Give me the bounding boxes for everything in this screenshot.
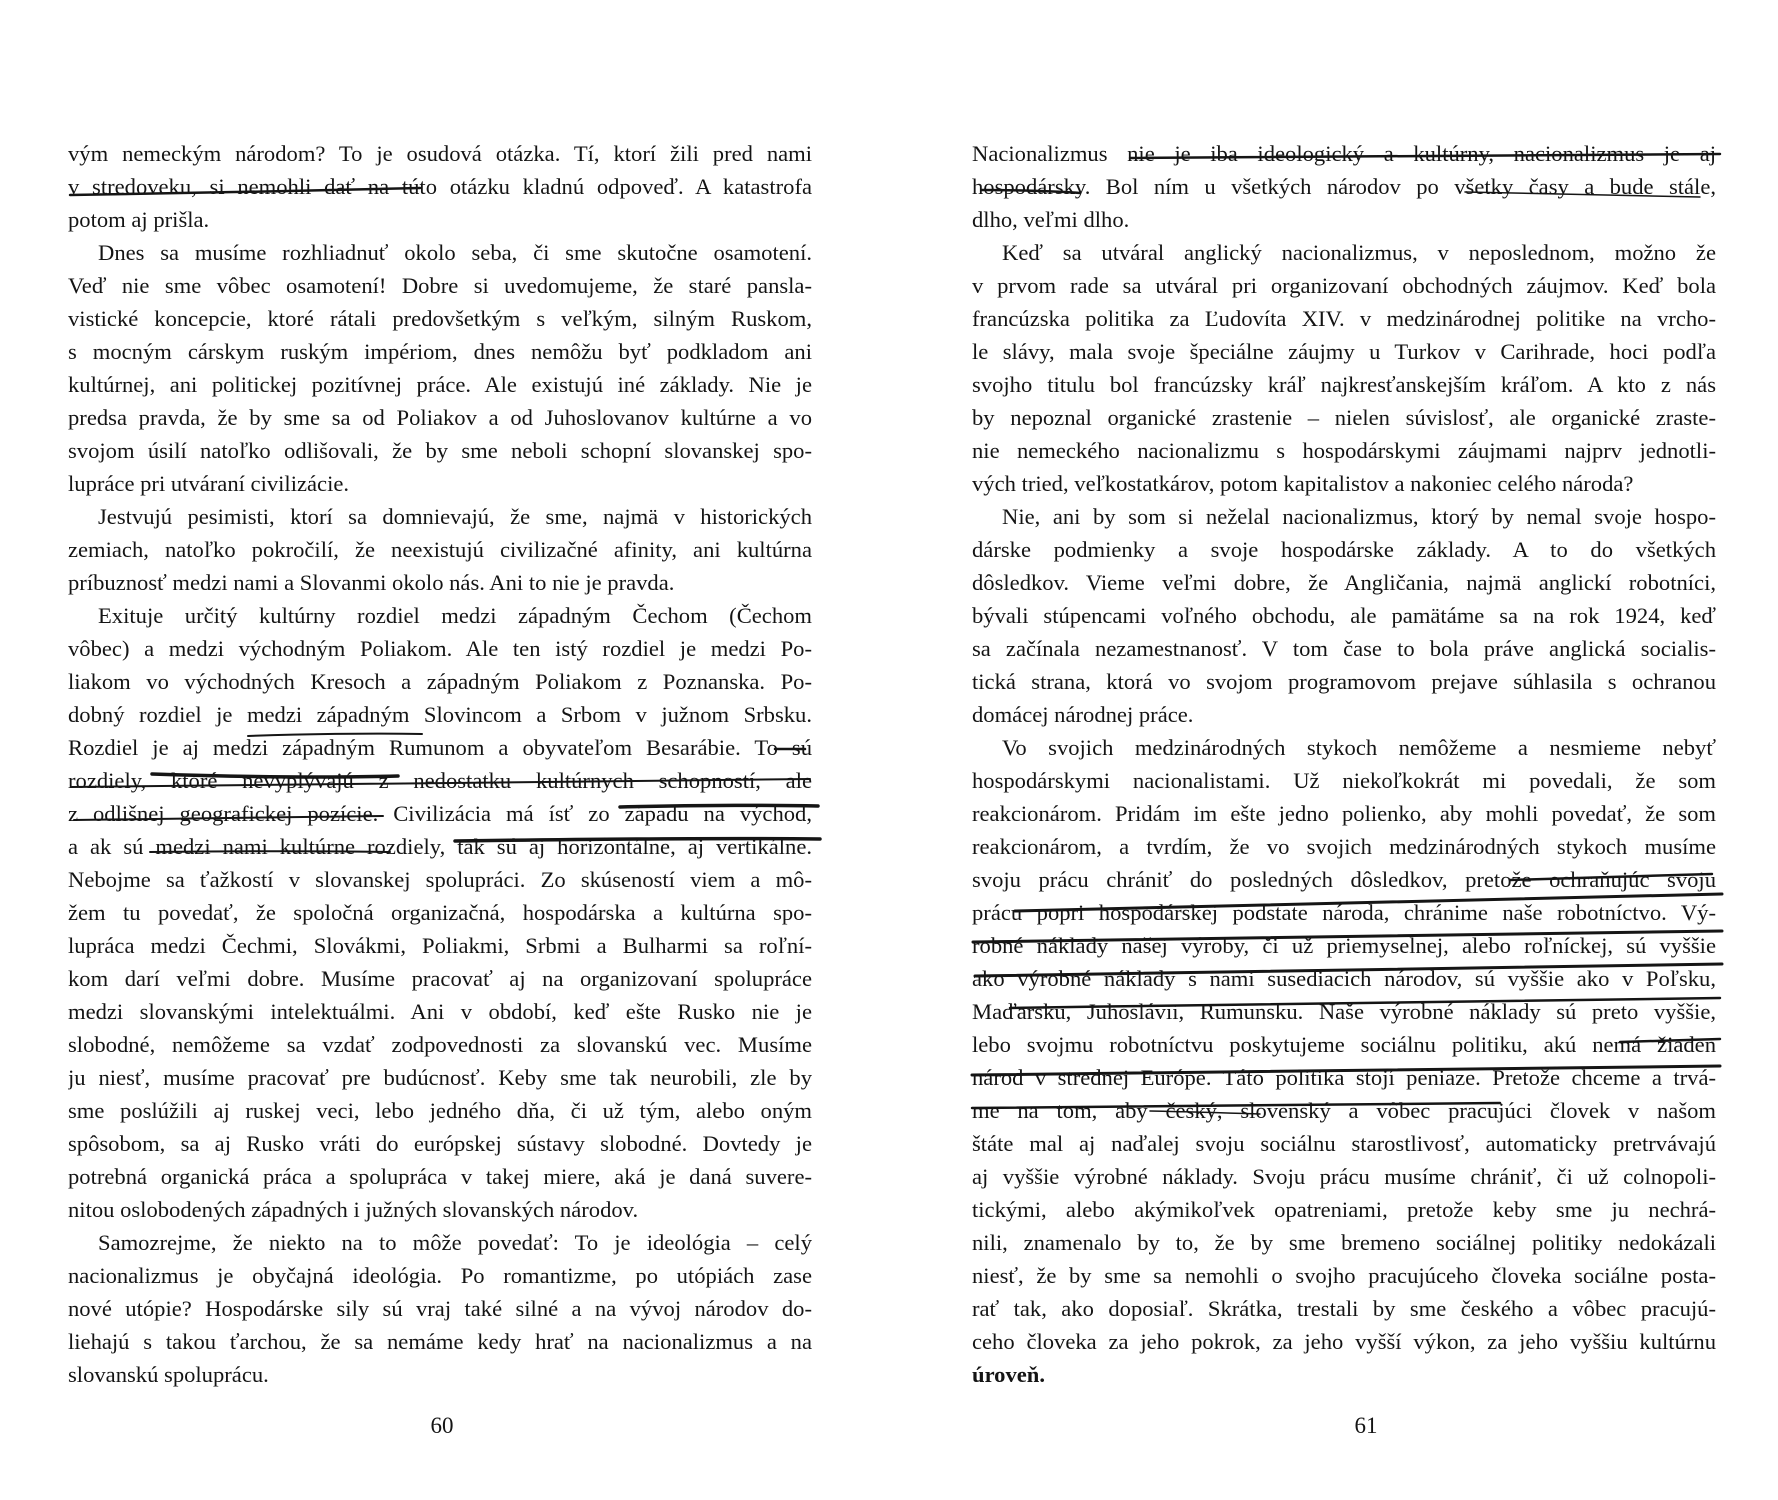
text-line: s mocným cárskym ruským impériom, dnes nemôžu byť podkladom ani <box>68 339 812 364</box>
text-line: potrebná organická práca a spolupráca v takej miere, aká je daná suvere- <box>68 1164 812 1189</box>
text-line: kom darí veľmi dobre. Musíme pracovať aj na organizovaní spolupráce <box>68 966 812 991</box>
text-line: aj vyššie výrobné náklady. Svoju prácu musíme chrániť, či už colnopoli- <box>972 1164 1716 1189</box>
text-line: vých tried, veľkostatkárov, potom kapitalistov a nakoniec celého národa? <box>972 471 1634 496</box>
text-line: národ v strednej Európe. Táto politika stojí peniaze. Pretože chceme a trvá- <box>972 1065 1716 1090</box>
text-line: dôsledkov. Vieme veľmi dobre, že Angličania, najmä anglickí robotníci, <box>972 570 1716 595</box>
text-line: Nacionalizmus nie je iba ideologický a kultúrny, nacionalizmus je aj <box>972 141 1716 166</box>
text-line: sme poslúžili aj ruskej veci, lebo jedného dňa, či už tým, alebo oným <box>68 1098 812 1123</box>
text-line: predsa pravda, že by sme sa od Poliakov a od Juhoslovanov kultúrne a vo <box>68 405 812 430</box>
text-line: Vo svojich medzinárodných stykoch nemôžeme a nesmieme nebyť <box>1002 735 1716 760</box>
text-line: príbuznosť medzi nami a Slovanmi okolo nás. Ani to nie je pravda. <box>68 570 675 595</box>
text-line: dobný rozdiel je medzi západným Slovincom a Srbom v južnom Srbsku. <box>68 702 812 727</box>
text-line: lupráca medzi Čechmi, Slovákmi, Poliakmi, Srbmi a Bulharmi sa roľní- <box>68 933 812 958</box>
text-line: nitou oslobodených západných i južných slovanských národov. <box>68 1197 639 1222</box>
text-line: domácej národnej práce. <box>972 702 1194 727</box>
text-line: žem tu povedať, že spoločná organizačná, hospodárska a kultúrna spo- <box>68 900 812 925</box>
text-line: liehajú s takou ťarchou, že sa nemáme kedy hrať na nacionalizmus a na <box>68 1329 812 1354</box>
text-line: potom aj prišla. <box>68 207 210 232</box>
page-number-right: 61 <box>1354 1413 1378 1438</box>
text-line: Nebojme sa ťažkostí v slovanskej spolupráci. Zo skúseností viem a mô- <box>68 867 812 892</box>
text-line: dlho, veľmi dlho. <box>972 207 1130 232</box>
text-line: sa začínala nezamestnanosť. V tom čase to bola práve anglická socialis- <box>972 636 1716 661</box>
text-line: vým nemeckým národom? To je osudová otázka. Tí, ktorí žili pred nami <box>68 141 812 166</box>
text-line: Maďarsku, Juhoslávii, Rumunsku. Naše výrobné náklady sú preto vyššie, <box>972 999 1716 1024</box>
text-line: me na tom, aby český, slovenský a vôbec pracujúci človek v našom <box>972 1098 1716 1123</box>
text-line: ceho človeka za jeho pokrok, za jeho vyšší výkon, za jeho vyššiu kultúrnu <box>972 1329 1716 1354</box>
text-line: bývali stúpencami voľného obchodu, ale pamätáme sa na rok 1924, keď <box>972 603 1716 628</box>
text-line: hospodársky. Bol ním u všetkých národov po všetky časy a bude stále, <box>972 174 1716 199</box>
text-line: rať tak, ako doposiaľ. Skrátka, trestali by sme českého a vôbec pracujú- <box>972 1296 1716 1321</box>
text-line: dárske podmienky a svoje hospodárske základy. A to do všetkých <box>972 537 1716 562</box>
text-line: slovanskú spoluprácu. <box>68 1362 269 1387</box>
text-line: ju niesť, musíme pracovať pre budúcnosť. Keby sme tak neurobili, zle by <box>68 1065 812 1090</box>
text-line: rozdiely, ktoré nevyplývajú z nedostatku kultúrnych schopností, ale <box>68 768 812 793</box>
text-line: tickými, alebo akýmikoľvek opatreniami, pretože keby sme ju nechrá- <box>972 1197 1716 1222</box>
text-line: kultúrnej, ani politickej pozitívnej práce. Ale existujú iné základy. Nie je <box>68 372 812 397</box>
text-line: Exituje určitý kultúrny rozdiel medzi západným Čechom (Čechom <box>98 603 812 628</box>
text-line: liakom vo východných Kresoch a západným Poliakom z Poznanska. Po- <box>68 669 812 694</box>
text-line: v stredoveku, si nemohli dať na túto otázku kladnú odpoveď. A katastrofa <box>68 174 812 199</box>
right-page-text <box>972 137 1716 1391</box>
text-line: úroveň. <box>972 1362 1046 1387</box>
text-line: slobodné, nemôžeme sa vzdať zodpovednosti za slovanskú vec. Musíme <box>68 1032 812 1057</box>
text-line: francúzska politika za Ľudovíta XIV. v medzinárodnej politike na vrcho- <box>972 306 1716 331</box>
text-line: tická strana, ktorá vo svojom programovom prejave súhlasila s ochranou <box>972 669 1716 694</box>
text-line: Veď nie sme vôbec osamotení! Dobre si uvedomujeme, že staré pansla- <box>68 273 812 298</box>
text-line: vôbec) a medzi východným Poliakom. Ale ten istý rozdiel je medzi Po- <box>68 636 812 661</box>
text-line: svojho titulu bol francúzsky kráľ najkresťanskejším kráľom. A kto z nás <box>972 372 1716 397</box>
text-line: Jestvujú pesimisti, ktorí sa domnievajú, že sme, najmä v historických <box>98 504 812 529</box>
page-number-left: 60 <box>430 1413 454 1438</box>
text-line: by nepoznal organické zrastenie – nielen súvislosť, ale organické zraste- <box>972 405 1716 430</box>
text-line: lupráce pri utváraní civilizácie. <box>68 471 350 496</box>
text-line: z odlišnej geografickej pozície. Civilizácia má ísť zo západu na východ, <box>68 801 812 826</box>
left-page <box>0 0 880 1500</box>
text-line: nové utópie? Hospodárske sily sú vraj také silné a na vývoj národov do- <box>68 1296 812 1321</box>
text-line: Samozrejme, že niekto na to môže povedať: To je ideológia – celý <box>98 1230 812 1255</box>
text-line: robné náklady našej výroby, či už priemyselnej, alebo roľníckej, sú vyššie <box>972 933 1716 958</box>
text-line: Keď sa utváral anglický nacionalizmus, v neposlednom, možno že <box>1002 240 1716 265</box>
text-line: reakcionárom. Pridám im ešte jedno polienko, aby mohli povedať, že som <box>972 801 1716 826</box>
text-line: spôsobom, sa aj Rusko vráti do európskej sústavy slobodné. Dovtedy je <box>68 1131 812 1156</box>
text-line: Nie, ani by som si neželal nacionalizmus, ktorý by nemal svoje hospo- <box>1002 504 1716 529</box>
text-line: Rozdiel je aj medzi západným Rumunom a obyvateľom Besarábie. To sú <box>68 735 812 760</box>
text-line: vistické koncepcie, ktoré rátali predovšetkým s veľkým, silným Ruskom, <box>68 306 812 331</box>
text-line: medzi slovanskými intelektuálmi. Ani v období, keď ešte Rusko nie je <box>68 999 812 1024</box>
text-line: a ak sú medzi nami kultúrne rozdiely, tak sú aj horizontálne, aj vertikálne. <box>68 834 812 859</box>
text-line: nacionalizmus je obyčajná ideológia. Po romantizme, po utópiách zase <box>68 1263 812 1288</box>
right-page <box>880 0 1778 1500</box>
text-line: reakcionárom, a tvrdím, že vo svojich medzinárodných stykoch musíme <box>972 834 1716 859</box>
text-line: zemiach, natoľko pokročilí, že neexistujú civilizačné afinity, ani kultúrna <box>68 537 812 562</box>
text-line: svojom úsilí natoľko odlišovali, že by sme neboli schopní slovanskej spo- <box>68 438 812 463</box>
text-line: prácu popri hospodárskej podstate národa, chránime naše robotníctvo. Vý- <box>972 900 1716 925</box>
text-line: le slávy, mala svoje špeciálne záujmy u Turkov v Carihrade, hoci podľa <box>972 339 1716 364</box>
text-line: niesť, že by sme sa nemohli o svojho pracujúceho človeka sociálne posta- <box>972 1263 1716 1288</box>
text-line: v prvom rade sa utváral pri organizovaní obchodných záujmov. Keď bola <box>972 273 1716 298</box>
text-line: hospodárskymi nacionalistami. Už niekoľkokrát mi povedali, že som <box>972 768 1716 793</box>
text-line: nili, znamenalo by to, že by sme bremeno sociálnej politiky nedokázali <box>972 1230 1716 1255</box>
text-line: lebo svojmu robotníctvu poskytujeme sociálnu politiku, akú nemá žiaden <box>972 1032 1716 1057</box>
text-line: Dnes sa musíme rozhliadnuť okolo seba, či sme skutočne osamotení. <box>98 240 812 265</box>
left-page-text <box>68 137 812 1391</box>
text-line: nie nemeckého nacionalizmu s hospodárskymi záujmami najprv jednotli- <box>972 438 1716 463</box>
text-line: svoju prácu chrániť do posledných dôsledkov, pretože ochraňujúc svoju <box>972 867 1716 892</box>
text-line: štáte mal aj naďalej svoju sociálnu starostlivosť, automaticky pretrvávajú <box>972 1131 1716 1156</box>
text-line: ako výrobné náklady s nami susediacich národov, sú vyššie ako v Poľsku, <box>972 966 1716 991</box>
